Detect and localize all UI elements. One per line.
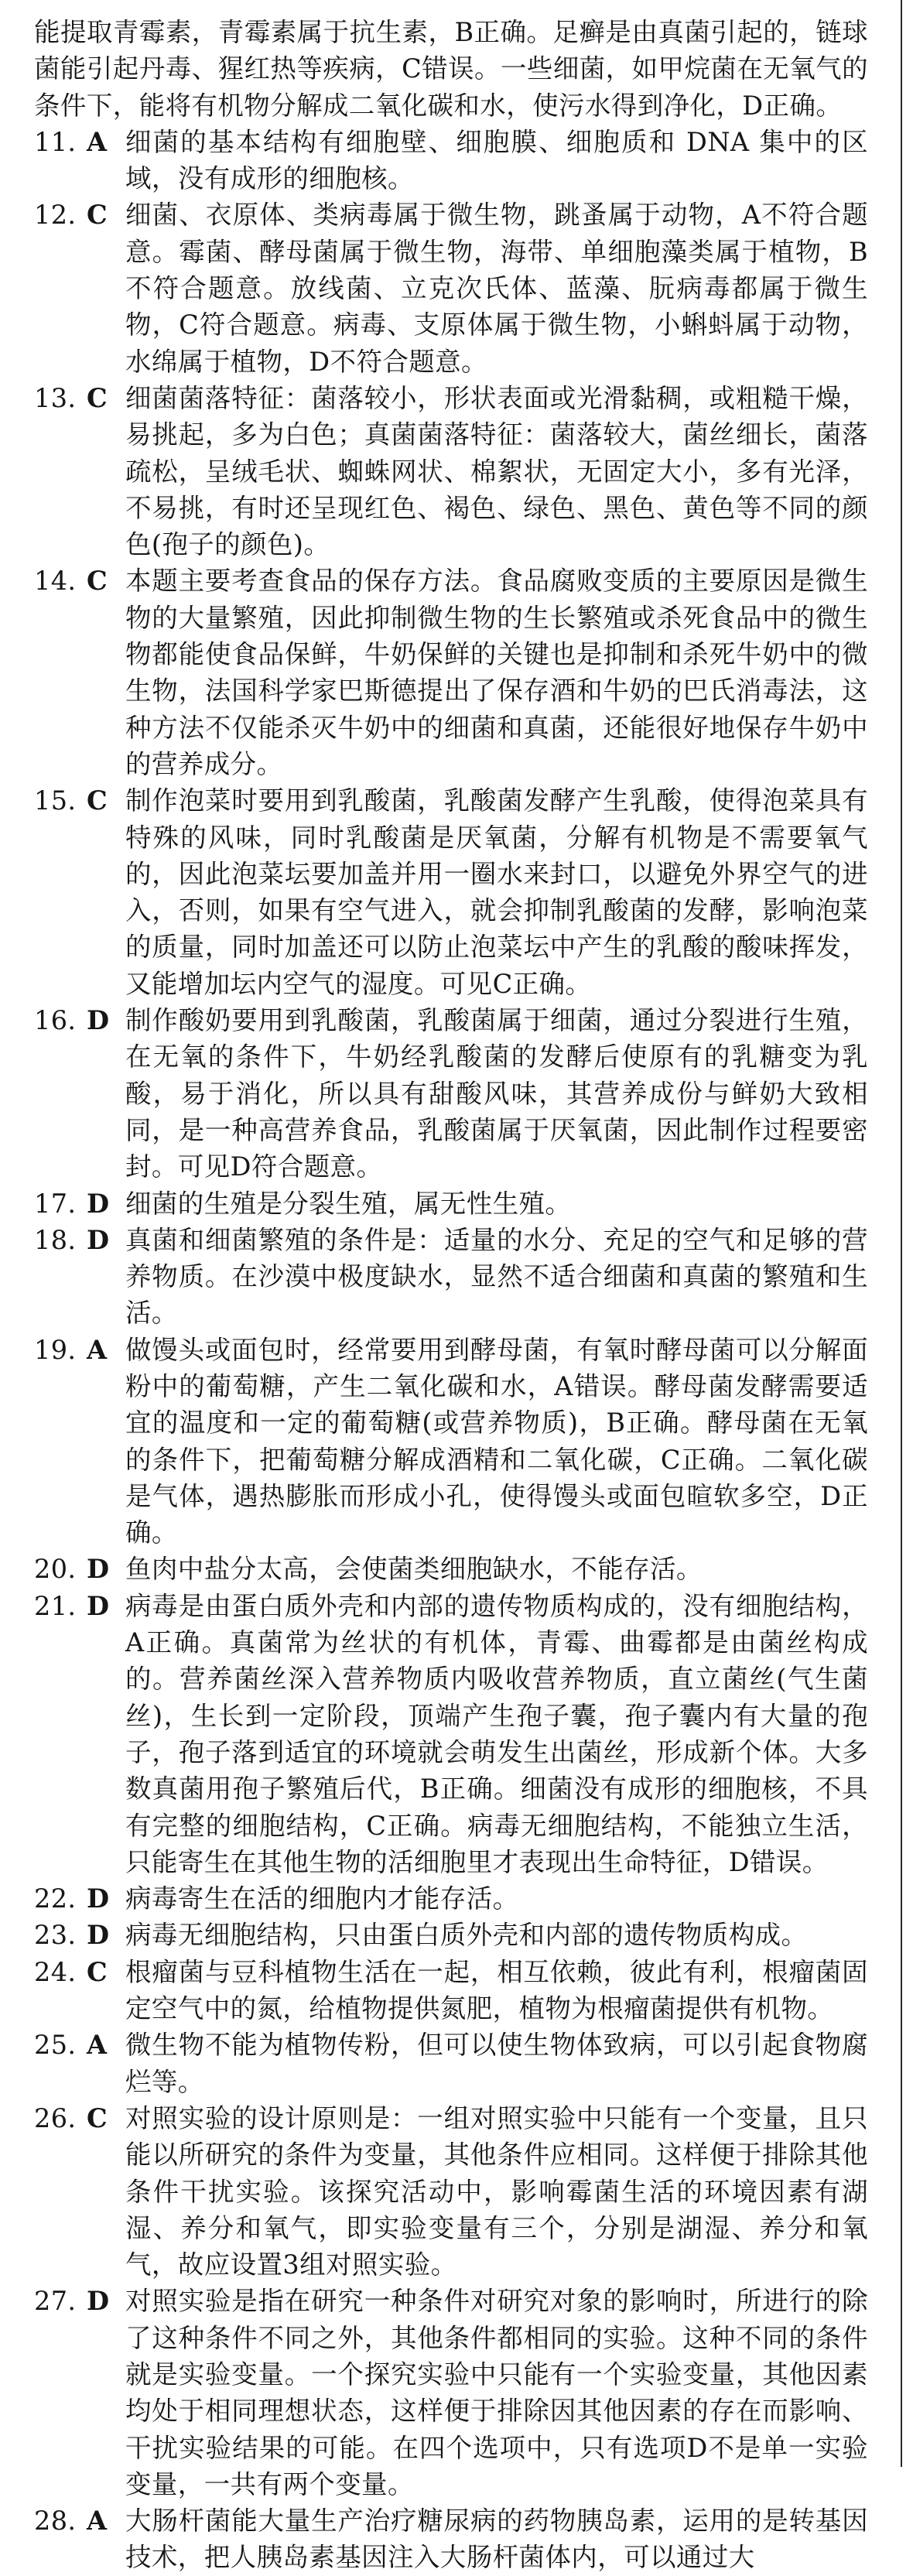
answer-number: 14. — [34, 566, 77, 597]
right-border-line — [901, 0, 902, 2467]
answer-explanation: 大肠杆菌能大量生产治疗糖尿病的药物胰岛素，运用的是转基因技术，把人胰岛素基因注入大肠杆菌体内，可以通过大 — [125, 2506, 868, 2573]
answer-item — [34, 124, 868, 197]
answer-number: 24. — [34, 1956, 77, 1987]
answer-item — [34, 1185, 868, 1222]
answer-item — [34, 380, 868, 563]
answer-explanation: 细菌的生殖是分裂生殖，属无性生殖。 — [125, 1188, 572, 1219]
answer-choice: D — [87, 2286, 110, 2317]
answer-explanation: 病毒是由蛋白质外壳和内部的遗传物质构成的，没有细胞结构，A正确。真菌常为丝状的有机体，青霉、曲霉都是由菌丝构成的。营养菌丝深入营养物质内吸收营养物质，直立菌丝(气生菌丝)，生长到一定阶段，顶端产生孢子囊，孢子囊内有大量的孢子，孢子落到适宜的环境就会萌发生出菌丝，形成新个体。大多数真菌用孢子繁殖后代，B正确。细菌没有成形的细胞核，不具有完整的细胞结构，C正确。病毒无细胞结构，不能独立生活，只能寄生在其他生物的活细胞里才表现出生命特征，D错误。 — [125, 1590, 868, 1877]
answer-item — [34, 782, 868, 1002]
answer-item — [34, 1551, 868, 1587]
answer-number: 12. — [34, 200, 77, 231]
answer-choice: A — [87, 2030, 108, 2061]
answer-item — [34, 197, 868, 379]
answer-item — [34, 1332, 868, 1551]
answer-explanation: 病毒寄生在活的细胞内才能存活。 — [125, 1883, 519, 1914]
answer-explanation: 对照实验的设计原则是：一组对照实验中只能有一个变量，且只能以所研究的条件为变量，其他条件应相同。这样便于排除其他条件干扰实验。该探究活动中，影响霉菌生活的环境因素有湖湿、养分和氧气，即实验变量有三个，分别是湖湿、养分和氧气，故应设置3组对照实验。 — [125, 2102, 868, 2280]
answer-number: 13. — [34, 382, 77, 413]
answer-choice: C — [87, 1956, 108, 1987]
answer-item — [34, 1880, 868, 1917]
answer-number: 22. — [34, 1883, 77, 1914]
answer-number: 20. — [34, 1554, 77, 1585]
answer-number: 18. — [34, 1224, 77, 1255]
answer-number: 21. — [34, 1590, 77, 1621]
answer-choice: D — [87, 1188, 110, 1219]
answer-choice: A — [87, 2506, 108, 2537]
answer-explanation: 鱼肉中盐分太高，会使菌类细胞缺水，不能存活。 — [125, 1554, 703, 1585]
answer-number: 15. — [34, 785, 77, 816]
answer-number: 16. — [34, 1005, 77, 1036]
answer-choice: C — [87, 2102, 108, 2133]
answer-item — [34, 2283, 868, 2502]
answer-explanation: 病毒无细胞结构，只由蛋白质外壳和内部的遗传物质构成。 — [125, 1920, 808, 1951]
answer-item — [34, 1917, 868, 1953]
answer-explanation: 制作泡菜时要用到乳酸菌，乳酸菌发酵产生乳酸，使得泡菜具有特殊的风味，同时乳酸菌是厌氧菌，分解有机物是不需要氧气的，因此泡菜坛要加盖并用一圈水来封口，以避免外界空气的进入，否则，如果有空气进入，就会抑制乳酸菌的发酵，影响泡菜的质量，同时加盖还可以防止泡菜坛中产生的乳酸的酸味挥发，又能增加坛内空气的湿度。可见C正确。 — [125, 785, 868, 999]
intro-paragraph: 能提取青霉素，青霉素属于抗生素，B正确。足癣是由真菌引起的，链球菌能引起丹毒、猩红热等疾病，C错误。一些细菌，如甲烷菌在无氧气的条件下，能将有机物分解成二氧化碳和水，使污水得到净化，D正确。 — [34, 17, 868, 121]
answer-number: 26. — [34, 2102, 77, 2133]
answer-item — [34, 2027, 868, 2100]
answer-explanation: 细菌、衣原体、类病毒属于微生物，跳蚤属于动物，A不符合题意。霉菌、酵母菌属于微生物，海带、单细胞藻类属于植物，B不符合题意。放线菌、立克次氏体、蓝藻、朊病毒都属于微生物，C符合题意。病毒、支原体属于微生物，小蝌蚪属于动物，水绵属于植物，D不符合题意。 — [125, 200, 868, 377]
answer-list — [34, 124, 868, 2576]
answer-choice: C — [87, 200, 108, 231]
answer-item — [34, 563, 868, 782]
answer-choice: D — [87, 1554, 110, 1585]
answer-explanation: 真菌和细菌繁殖的条件是：适量的水分、充足的空气和足够的营养物质。在沙漠中极度缺水，显然不适合细菌和真菌的繁殖和生活。 — [125, 1224, 868, 1329]
answer-number: 27. — [34, 2286, 77, 2317]
answer-number: 17. — [34, 1188, 77, 1219]
answer-choice: A — [87, 1334, 108, 1365]
answer-choice: D — [87, 1005, 110, 1036]
answer-choice: C — [87, 785, 108, 816]
answer-number: 11. — [34, 126, 77, 157]
answer-explanation: 根瘤菌与豆科植物生活在一起，相互依赖，彼此有利，根瘤菌固定空气中的氮，给植物提供氮肥，植物为根瘤菌提供有机物。 — [125, 1956, 868, 2024]
answer-choice: D — [87, 1590, 110, 1621]
answer-item — [34, 1954, 868, 2027]
answer-item — [34, 2502, 868, 2576]
answer-item — [34, 1002, 868, 1185]
answer-explanation: 细菌的基本结构有细胞壁、细胞膜、细胞质和 DNA 集中的区域，没有成形的细胞核。 — [125, 126, 868, 194]
answer-explanation: 对照实验是指在研究一种条件对研究对象的影响时，所进行的除了这种条件不同之外，其他条件都相同的实验。这种不同的条件就是实验变量。一个探究实验中只能有一个实验变量，其他因素均处于相同理想状态，这样便于排除因其他因素的存在而影响、干扰实验结果的可能。在四个选项中，只有选项D不是单一实验变量，一共有两个变量。 — [125, 2286, 868, 2499]
answer-explanation: 微生物不能为植物传粉，但可以使生物体致病，可以引起食物腐烂等。 — [125, 2030, 868, 2097]
answer-number: 28. — [34, 2506, 77, 2537]
answer-explanation: 制作酸奶要用到乳酸菌，乳酸菌属于细菌，通过分裂进行生殖，在无氧的条件下，牛奶经乳酸菌的发酵后使原有的乳糖变为乳酸，易于消化，所以具有甜酸风味，其营养成份与鲜奶大致相同，是一种高营养食品，乳酸菌属于厌氧菌，因此制作过程要密封。可见D符合题意。 — [125, 1005, 868, 1182]
answer-item — [34, 1222, 868, 1332]
answer-number: 25. — [34, 2030, 77, 2061]
answer-number: 19. — [34, 1334, 77, 1365]
answer-explanation: 细菌菌落特征：菌落较小，形状表面或光滑黏稠，或粗糙干燥，易挑起，多为白色；真菌菌落特征：菌落较大，菌丝细长，菌落疏松，呈绒毛状、蜘蛛网状、棉絮状，无固定大小，多有光泽，不易挑，有时还呈现红色、褐色、绿色、黑色、黄色等不同的颜色(孢子的颜色)。 — [125, 382, 868, 560]
answer-item — [34, 1588, 868, 1880]
answer-choice: A — [87, 126, 108, 157]
answer-explanation: 做馒头或面包时，经常要用到酵母菌，有氧时酵母菌可以分解面粉中的葡萄糖，产生二氧化碳和水，A错误。酵母菌发酵需要适宜的温度和一定的葡萄糖(或营养物质)，B正确。酵母菌在无氧的条件下，把葡萄糖分解成酒精和二氧化碳，C正确。二氧化碳是气体，遇热膨胀而形成小孔，使得馒头或面包暄软多空，D正确。 — [125, 1334, 868, 1548]
answer-choice: D — [87, 1920, 110, 1951]
answer-choice: C — [87, 566, 108, 597]
answer-choice: D — [87, 1883, 110, 1914]
answer-item — [34, 2100, 868, 2283]
answer-choice: C — [87, 382, 108, 413]
answer-number: 23. — [34, 1920, 77, 1951]
answer-explanation: 本题主要考查食品的保存方法。食品腐败变质的主要原因是微生物的大量繁殖，因此抑制微生物的生长繁殖或杀死食品中的微生物都能使食品保鲜，牛奶保鲜的关键也是抑制和杀死牛奶中的微生物，法国科学家巴斯德提出了保存酒和牛奶的巴氏消毒法，这种方法不仅能杀灭牛奶中的细菌和真菌，还能很好地保存牛奶中的营养成分。 — [125, 566, 868, 779]
answer-choice: D — [87, 1224, 110, 1255]
